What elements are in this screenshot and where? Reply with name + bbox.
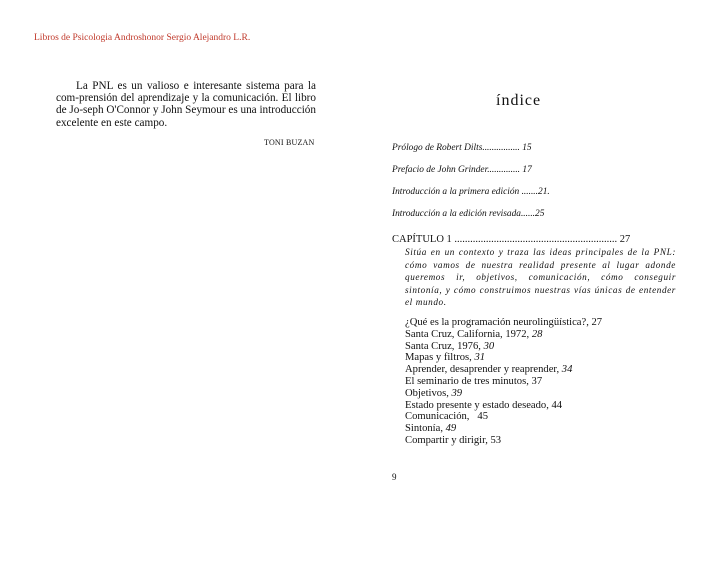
list-item: El seminario de tres minutos, 37 <box>405 375 543 387</box>
quote-text: La PNL es un valioso e interesante sistema para la com-prensión del aprendizaje y la comunicación. El libro de Jo-seph O'Connor y John Seymour es una introducción excelente en este campo. <box>56 80 316 129</box>
chapter-summary: Sitúa en un contexto y traza las ideas principales de la PNL: cómo vamos de nuestra realidad presente al lugar adonde queremos ir, objetivos, comunicación, cómo conseguir sintonía, y cómo construimos nuestras vías únicas de entender el mundo. <box>405 247 676 308</box>
list-item: Mapas y filtros, 31 <box>405 352 486 364</box>
toc-preface-prefacio: Prefacio de John Grinder.............. 17 <box>392 165 532 175</box>
toc-chapter-1: CAPÍTULO 1 .............................................................. 27 <box>392 234 631 245</box>
index-title: índice <box>496 92 542 109</box>
quote-author: TONI BUZAN <box>264 138 315 147</box>
list-item: ¿Qué es la programación neurolingüística?, 27 <box>405 316 603 328</box>
list-item: Santa Cruz, California, 1972, 28 <box>405 328 543 340</box>
list-item: Sintonía, 49 <box>405 423 457 435</box>
toc-preface-prologo: Prólogo de Robert Dilts................ 15 <box>392 143 532 153</box>
table-of-contents <box>392 143 676 447</box>
list-item: Compartir y dirigir, 53 <box>405 434 502 446</box>
toc-preface-intro-primera: Introducción a la primera edición .......21. <box>392 187 550 197</box>
list-item: Comunicación, 45 <box>405 411 488 423</box>
page-header: Libros de Psicologia Androshonor Sergio Alejandro L.R. <box>34 33 251 43</box>
toc-preface-intro-revisada: Introducción a la edición revisada......25 <box>392 209 545 219</box>
chapter-sections <box>405 317 676 447</box>
quote-paragraph <box>56 80 316 129</box>
list-item: Aprender, desaprender y reaprender, 34 <box>405 364 573 376</box>
list-item: Santa Cruz, 1976, 30 <box>405 340 495 352</box>
page-number: 9 <box>392 472 397 482</box>
list-item: Estado presente y estado deseado, 44 <box>405 399 563 411</box>
list-item: Objetivos, 39 <box>405 387 463 399</box>
